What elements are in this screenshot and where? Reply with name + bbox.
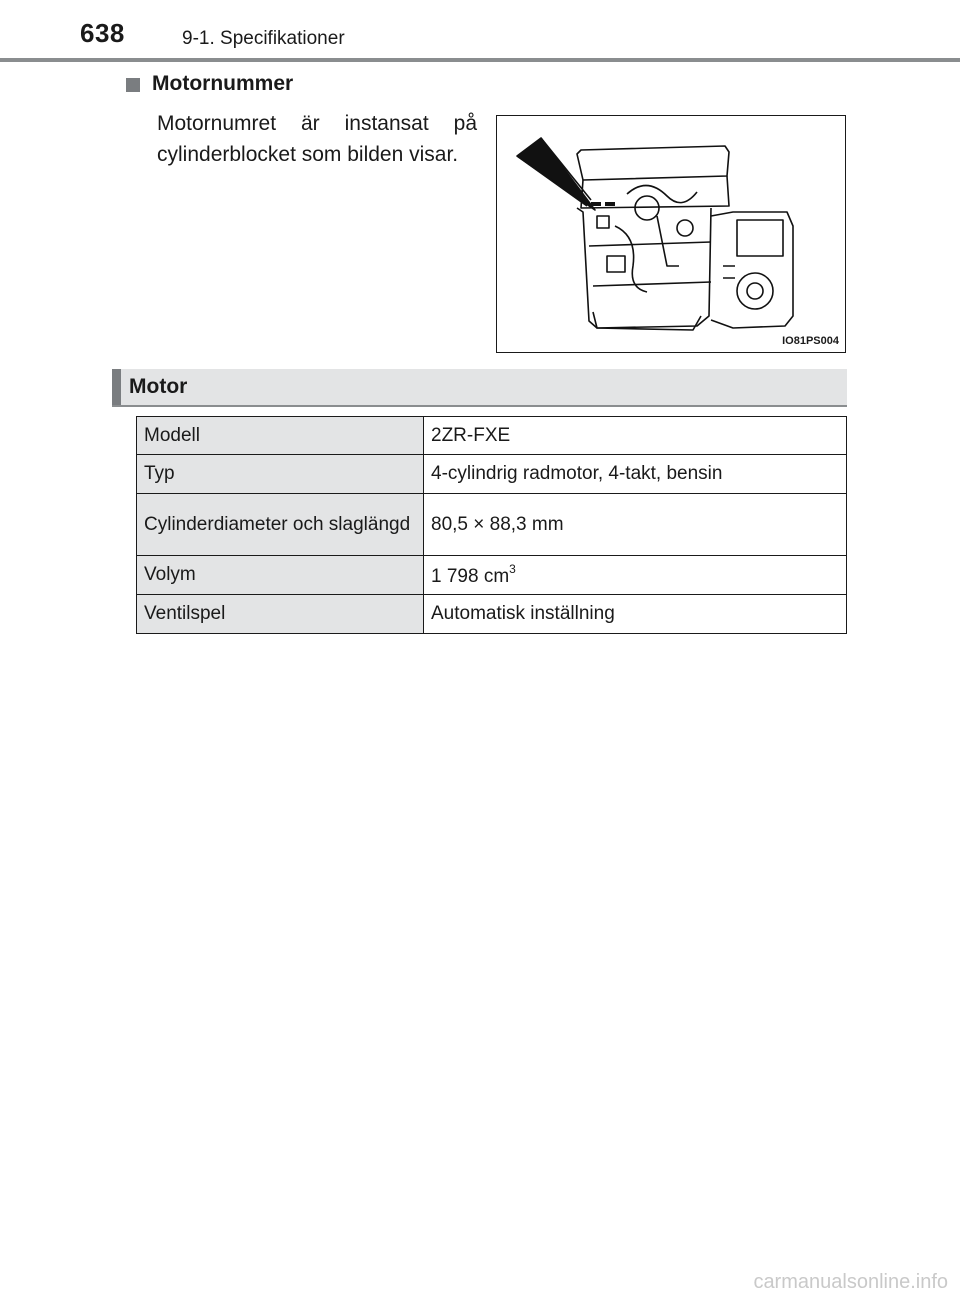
table-row: [137, 455, 847, 494]
motor-spec-table: [136, 416, 847, 634]
table-row: [137, 417, 847, 455]
motor-section-header: [112, 369, 847, 405]
spec-value: 80,5 × 88,3 mm: [424, 494, 847, 556]
spec-value: 2ZR-FXE: [424, 417, 847, 455]
engine-drawing: [497, 116, 846, 353]
motor-section-title: Motor: [129, 375, 188, 398]
spec-key: Cylinderdiameter och slaglängd: [137, 494, 424, 556]
spec-key: Typ: [137, 455, 424, 494]
header-divider: [0, 58, 960, 62]
spec-value-superscript: 3: [509, 562, 516, 576]
spec-value-cell: [424, 556, 847, 595]
table-row: [137, 494, 847, 556]
table-row: [137, 556, 847, 595]
section-divider: [112, 405, 847, 407]
page-number: 638: [80, 18, 125, 48]
figure-code: IO81PS004: [782, 335, 839, 347]
engine-number-heading-text: Motornummer: [152, 72, 294, 95]
table-row: [137, 595, 847, 634]
engine-number-heading: [126, 72, 293, 96]
spec-value: Automatisk inställning: [424, 595, 847, 634]
spec-value: 4-cylindrig radmotor, 4-takt, bensin: [424, 455, 847, 494]
section-accent-bar: [112, 369, 121, 405]
section-title: 9-1. Specifikationer: [182, 28, 345, 49]
spec-key: Modell: [137, 417, 424, 455]
engine-number-text: Motornumret är instansat på cylinderblocket som bilden visar.: [157, 112, 477, 166]
spec-value: 1 798 cm: [431, 566, 510, 587]
spec-key: Volym: [137, 556, 424, 595]
spec-key: Ventilspel: [137, 595, 424, 634]
watermark: carmanualsonline.info: [753, 1271, 948, 1293]
engine-illustration: [496, 115, 846, 353]
square-bullet-icon: [126, 78, 140, 92]
page-header: [0, 0, 960, 62]
